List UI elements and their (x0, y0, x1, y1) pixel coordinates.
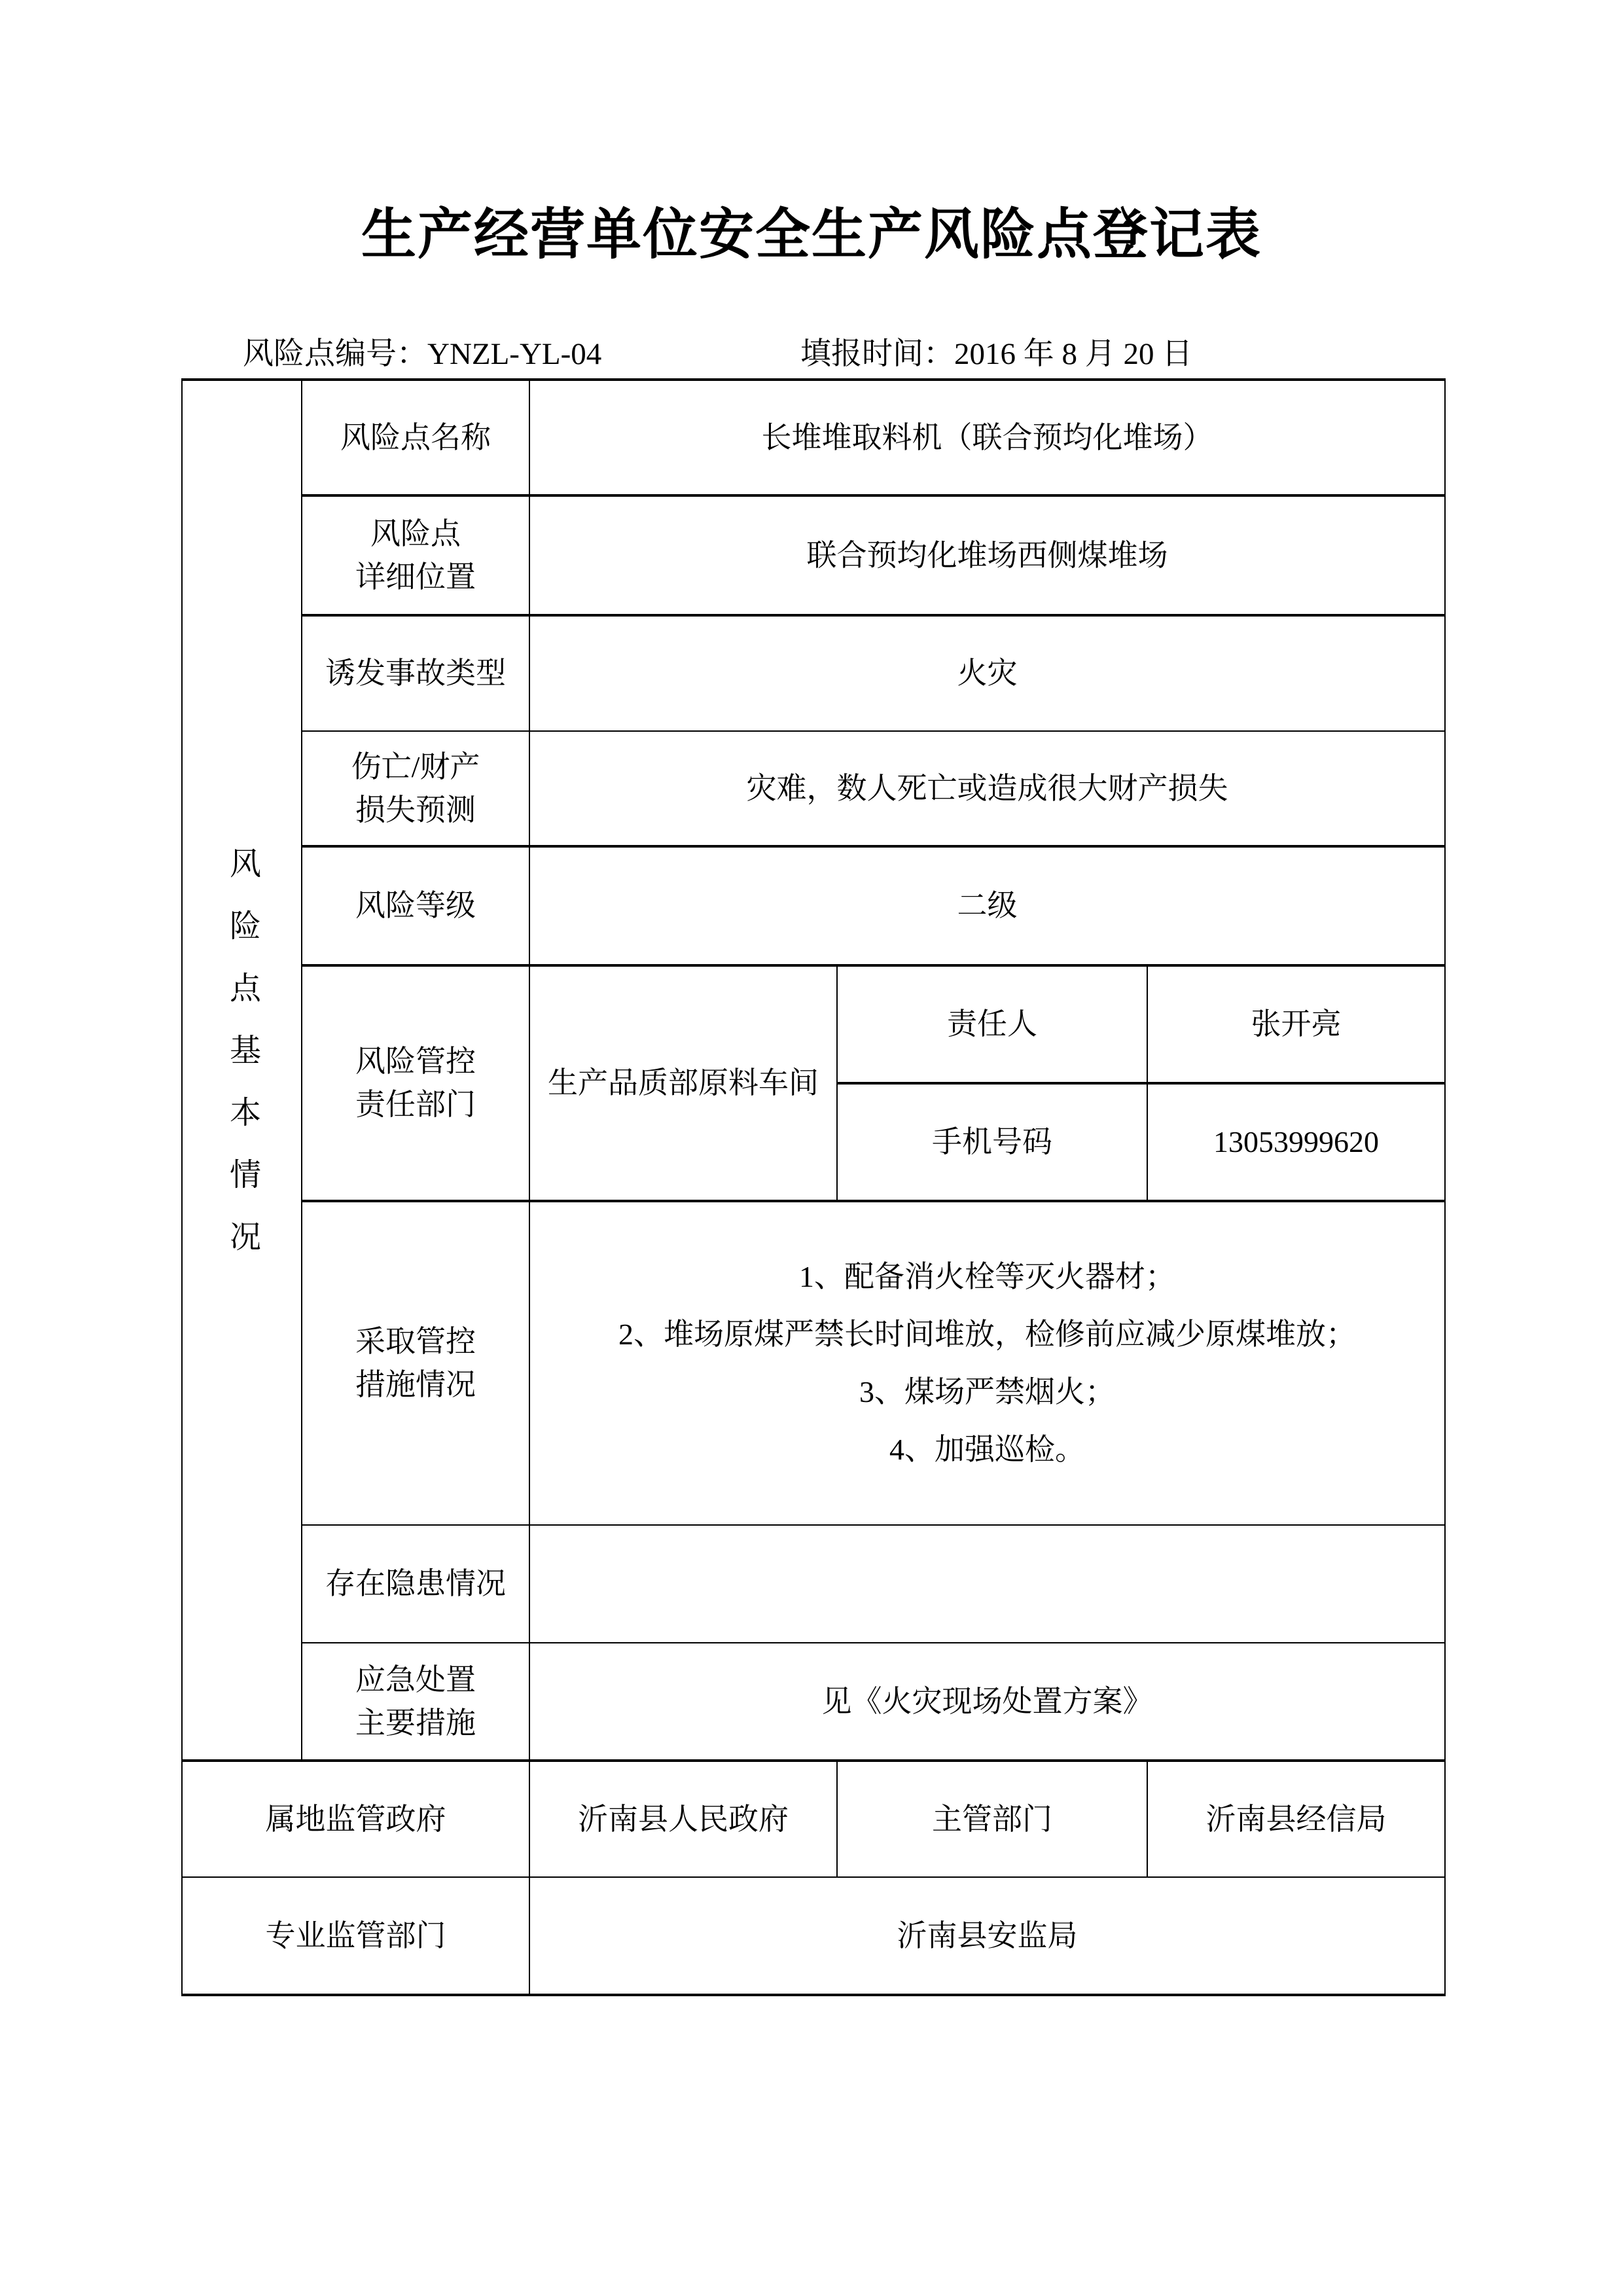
label-control-dept (302, 965, 529, 1201)
fill-time: 填报时间：2016 年 8 月 20 日 (800, 337, 1193, 371)
value-risk-location: 联合预均化堆场西侧煤堆场 (529, 495, 1445, 615)
label-emergency-measures-line2: 主要措施 (355, 1706, 476, 1740)
label-loss-forecast (302, 731, 529, 846)
label-loss-forecast-line1: 伤亡/财产 (351, 749, 480, 783)
label-control-measures-line1: 采取管控 (355, 1325, 476, 1358)
measure-item-4: 4、加强巡检。 (889, 1433, 1086, 1466)
value-supervising-dept: 沂南县经信局 (1147, 1761, 1445, 1877)
label-hidden-danger: 存在隐患情况 (302, 1525, 529, 1643)
label-territorial-gov: 属地监管政府 (182, 1761, 529, 1877)
value-risk-level: 二级 (529, 846, 1445, 965)
label-control-dept-line1: 风险管控 (355, 1045, 476, 1078)
label-control-measures-line2: 措施情况 (355, 1368, 476, 1401)
label-risk-location-line2: 详细位置 (355, 560, 476, 594)
value-responsible-person: 张开亮 (1147, 965, 1445, 1083)
label-control-measures (302, 1201, 529, 1525)
label-professional-dept: 专业监管部门 (182, 1877, 529, 1995)
label-phone-number: 手机号码 (837, 1083, 1147, 1201)
value-control-measures (529, 1201, 1445, 1525)
page-title: 生产经营单位安全生产风险点登记表 (361, 205, 1262, 266)
value-phone-number: 13053999620 (1147, 1083, 1445, 1201)
measure-item-3: 3、煤场严禁烟火； (859, 1375, 1116, 1408)
label-emergency-measures (302, 1643, 529, 1761)
label-control-dept-line2: 责任部门 (355, 1088, 476, 1121)
label-emergency-measures-line1: 应急处置 (355, 1662, 476, 1696)
label-responsible-person: 责任人 (837, 965, 1147, 1083)
value-loss-forecast: 灾难，数人死亡或造成很大财产损失 (529, 731, 1445, 846)
value-hidden-danger (529, 1525, 1445, 1643)
label-risk-location (302, 495, 529, 615)
label-accident-type: 诱发事故类型 (302, 615, 529, 731)
risk-point-number: 风险点编号：YNZL-YL-04 (243, 337, 602, 371)
value-professional-dept: 沂南县安监局 (529, 1877, 1445, 1995)
risk-registration-table (181, 378, 1446, 1996)
label-loss-forecast-line2: 损失预测 (355, 793, 476, 827)
label-supervising-dept: 主管部门 (837, 1761, 1147, 1877)
measure-item-2: 2、堆场原煤严禁长时间堆放，检修前应减少原煤堆放； (618, 1318, 1357, 1351)
value-control-dept: 生产品质部原料车间 (529, 965, 837, 1201)
value-emergency-measures: 见《火灾现场处置方案》 (529, 1643, 1445, 1761)
label-risk-location-line1: 风险点 (370, 516, 461, 550)
meta-line (0, 334, 1623, 374)
measure-item-1: 1、配备消火栓等灭火器材； (799, 1260, 1176, 1293)
value-risk-name: 长堆堆取料机（联合预均化堆场） (529, 380, 1445, 495)
label-risk-level: 风险等级 (302, 846, 529, 965)
label-risk-name: 风险点名称 (302, 380, 529, 495)
side-label-cell (182, 380, 302, 1761)
side-label-basic-info: 风险点基本情况 (224, 846, 260, 1282)
value-accident-type: 火灾 (529, 615, 1445, 731)
value-territorial-gov: 沂南县人民政府 (529, 1761, 837, 1877)
